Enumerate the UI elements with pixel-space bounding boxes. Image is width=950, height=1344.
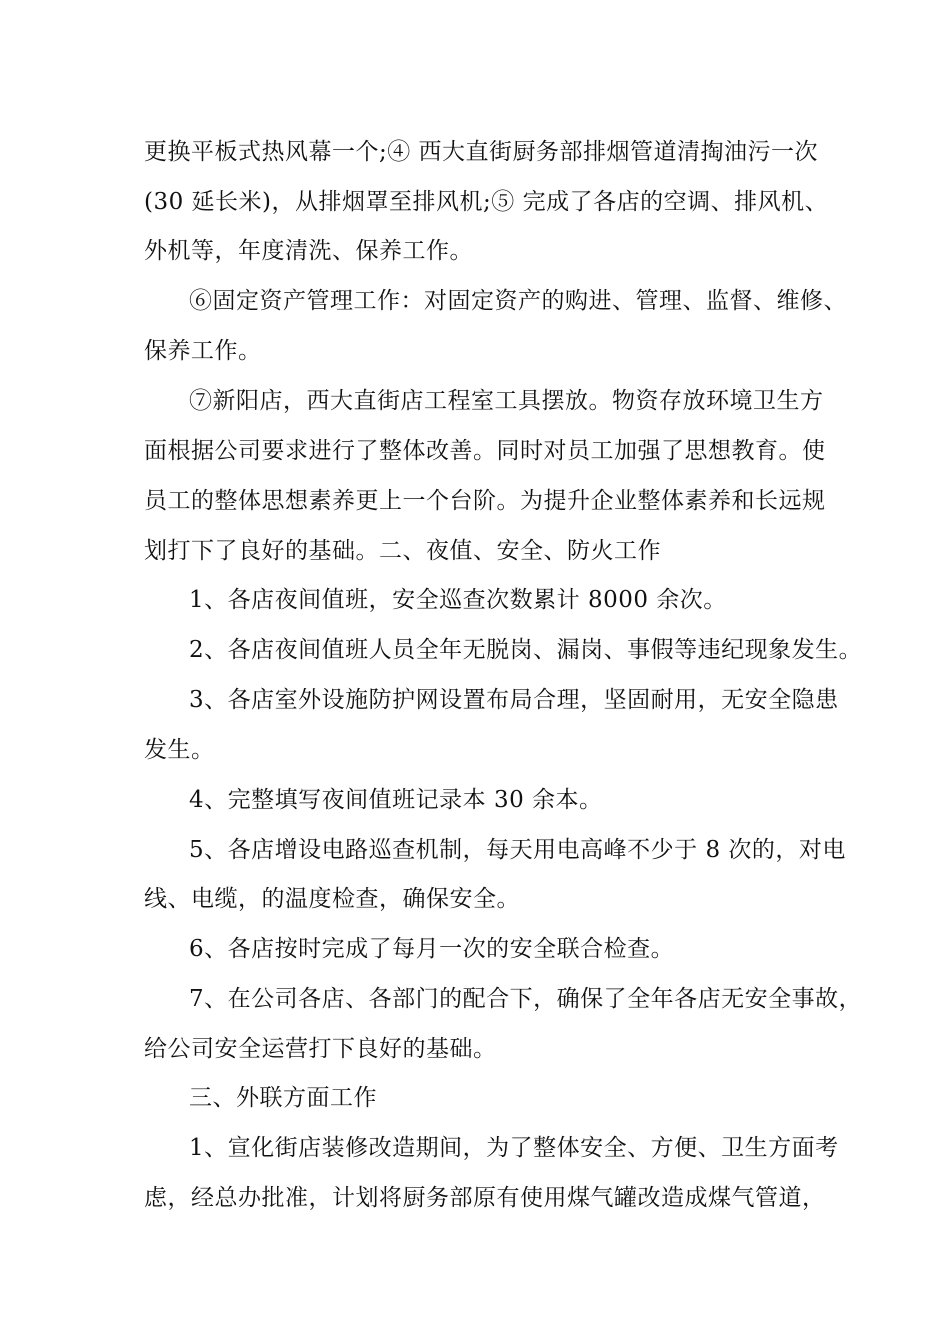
text-line: (30 延长米)，从排烟罩至排风机;⑤ 完成了各店的空调、排风机、 — [144, 189, 829, 215]
list-item-line: 5、各店增设电路巡查机制，每天用电高峰不少于 8 次的，对电 — [189, 837, 846, 863]
text-line: 虑，经总办批准，计划将厨务部原有使用煤气罐改造成煤气管道， — [144, 1185, 826, 1211]
text-line: 外机等，年度清洗、保养工作。 — [144, 238, 473, 264]
list-item-line: 1、宣化街店装修改造期间，为了整体安全、方便、卫生方面考 — [189, 1135, 839, 1161]
list-item-line: 4、完整填写夜间值班记录本 30 余本。 — [189, 787, 603, 813]
section-heading: 三、外联方面工作 — [189, 1085, 377, 1111]
text-line: 员工的整体思想素养更上一个台阶。为提升企业整体素养和长远规 — [144, 488, 826, 514]
text-line: 保养工作。 — [144, 338, 262, 364]
text-line: 发生。 — [144, 737, 215, 763]
text-line: 划打下了良好的基础。二、夜值、安全、防火工作 — [144, 538, 661, 564]
list-item-line: 1、各店夜间值班，安全巡查次数累计 8000 余次。 — [189, 587, 727, 613]
text-line: 面根据公司要求进行了整体改善。同时对员工加强了思想教育。使 — [144, 438, 826, 464]
list-item-line: 6、各店按时完成了每月一次的安全联合检查。 — [189, 936, 675, 962]
text-line: 更换平板式热风幕一个;④ 西大直街厨务部排烟管道清掏油污一次 — [144, 139, 819, 165]
list-item-line: 2、各店夜间值班人员全年无脱岗、漏岗、事假等违纪现象发生。 — [189, 637, 863, 663]
list-item-line: 3、各店室外设施防护网设置布局合理，坚固耐用，无安全隐患 — [189, 687, 839, 713]
text-line: 线、电缆，的温度检查，确保安全。 — [144, 886, 520, 912]
paragraph-start-line: ⑦新阳店，西大直街店工程室工具摆放。物资存放环境卫生方 — [189, 388, 824, 414]
list-item-line: 7、在公司各店、各部门的配合下，确保了全年各店无安全事故， — [189, 986, 863, 1012]
paragraph-start-line: ⑥固定资产管理工作：对固定资产的购进、管理、监督、维修、 — [189, 288, 847, 314]
text-line: 给公司安全运营打下良好的基础。 — [144, 1036, 497, 1062]
